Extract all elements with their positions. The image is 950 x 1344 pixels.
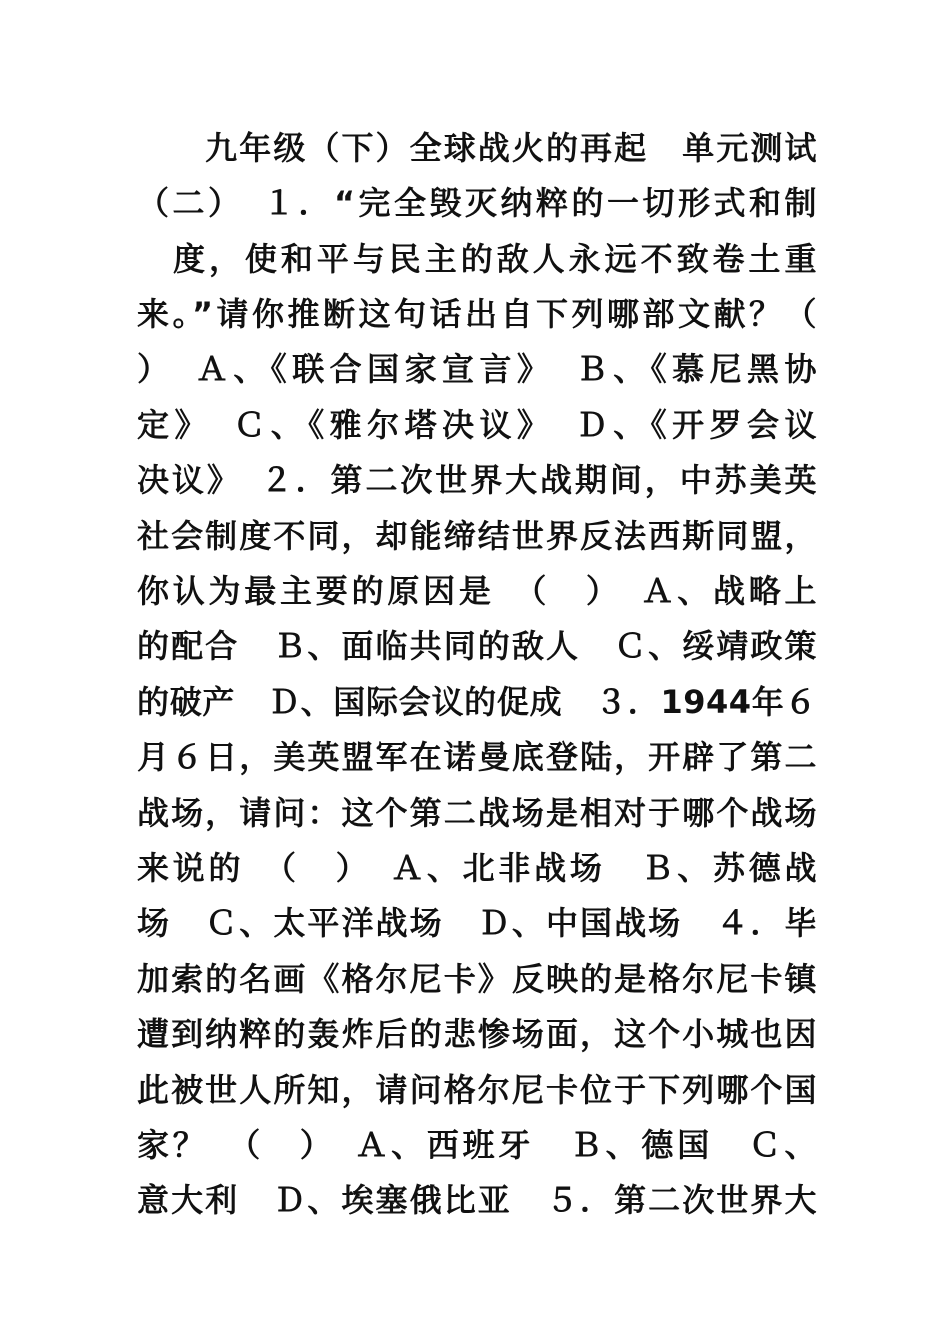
text-line: 战场，请问：这个第二战场是相对于哪个战场: [137, 794, 817, 832]
text-line: 社会制度不同，却能缔结世界反法西斯同盟，: [137, 517, 817, 555]
text-line: 场 Ｃ、太平洋战场 Ｄ、中国战场 ４．毕: [137, 904, 817, 942]
text-line: （二） １．“完全毁灭纳粹的一切形式和制: [137, 184, 817, 222]
text-line: ） Ａ、《联合国家宣言》 Ｂ、《慕尼黑协: [137, 350, 817, 388]
text-line: 定》 Ｃ、《雅尔塔决议》 Ｄ、《开罗会议: [137, 406, 817, 444]
text-line: 度，使和平与民主的敌人永远不致卷土重: [137, 240, 817, 278]
text-line: 加索的名画《格尔尼卡》反映的是格尔尼卡镇: [137, 960, 817, 998]
text-line: 的配合 Ｂ、面临共同的敌人 Ｃ、绥靖政策: [137, 627, 817, 665]
text-line: 月６日，美英盟军在诺曼底登陆，开辟了第二: [137, 738, 817, 776]
text-line: 的破产 Ｄ、国际会议的促成 ３．1944年６: [137, 683, 817, 721]
text-line: 来说的 （ ） Ａ、北非战场 Ｂ、苏德战: [137, 849, 817, 887]
text-line: 家？ （ ） Ａ、西班牙 Ｂ、德国 Ｃ、: [137, 1126, 817, 1164]
text-line: 意大利 Ｄ、埃塞俄比亚 ５．第二次世界大: [137, 1181, 817, 1219]
text-line: 来。”请你推断这句话出自下列哪部文献？（: [137, 295, 817, 333]
text-line: 决议》 ２．第二次世界大战期间，中苏美英: [137, 461, 817, 499]
text-line: 你认为最主要的原因是 （ ） Ａ、战略上: [137, 572, 817, 610]
text-line: 九年级（下）全球战火的再起 单元测试: [137, 129, 817, 167]
text-line: 遭到纳粹的轰炸后的悲惨场面，这个小城也因: [137, 1015, 817, 1053]
text-line: 此被世人所知，请问格尔尼卡位于下列哪个国: [137, 1071, 817, 1109]
